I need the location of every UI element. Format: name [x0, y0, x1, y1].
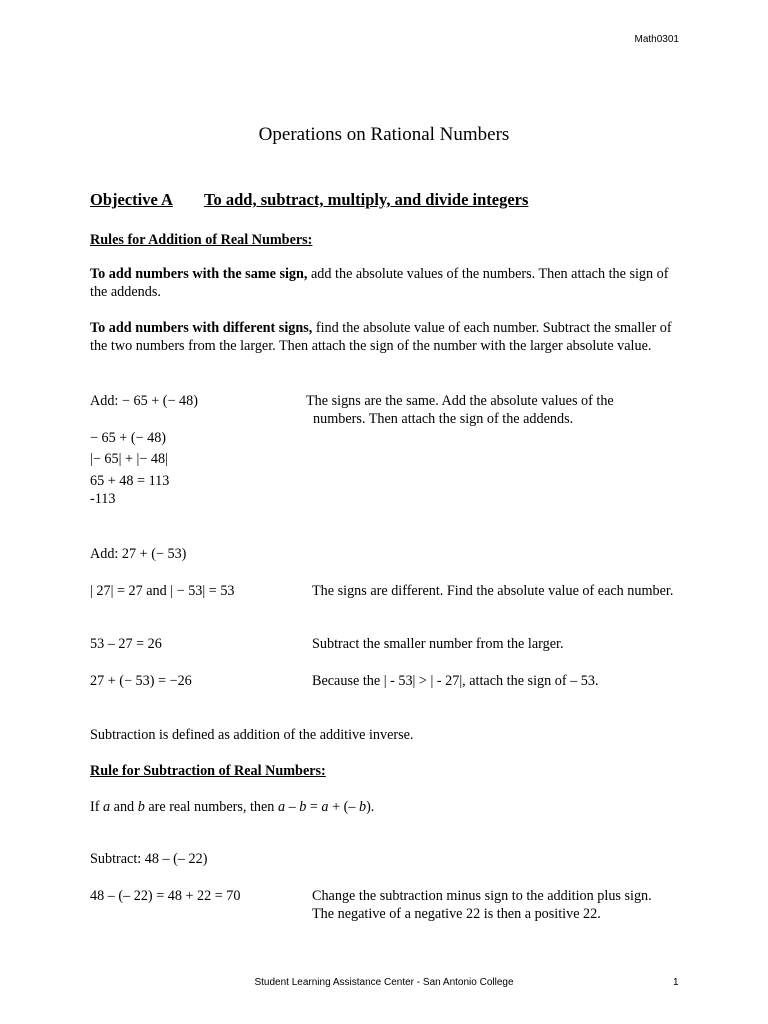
- different-sign-rule: [90, 319, 680, 355]
- example1-step: |− 65| + |− 48|: [90, 451, 168, 467]
- same-sign-rule-text: add the absolute values of the numbers. Then attach the sign of the addends.: [90, 266, 669, 300]
- objective-heading: [90, 190, 528, 210]
- example2-work: 27 + (− 53) = −26: [90, 673, 192, 689]
- variable-b: b: [299, 799, 307, 815]
- example1-explanation-line2: numbers. Then attach the sign of the addends.: [313, 411, 574, 427]
- course-code: Math0301: [634, 34, 679, 45]
- subtraction-rules-heading: Rule for Subtraction of Real Numbers:: [90, 763, 326, 779]
- same-sign-rule-lead: To add numbers with the same sign,: [90, 266, 308, 282]
- example3-work: 48 – (– 22) = 48 + 22 = 70: [90, 888, 241, 904]
- example2-note: The signs are different. Find the absolute value of each number.: [312, 583, 674, 599]
- rule-text: ).: [366, 799, 375, 815]
- variable-a: a: [103, 799, 111, 815]
- example3-note-line1: Change the subtraction minus sign to the addition plus sign.: [312, 888, 652, 904]
- rule-text: –: [285, 799, 300, 815]
- rule-text: If: [90, 799, 103, 815]
- example2-work: | 27| = 27 and | − 53| = 53: [90, 583, 235, 599]
- example3-problem: Subtract: 48 – (– 22): [90, 851, 208, 867]
- rule-text: =: [306, 799, 322, 815]
- subtraction-definition: Subtraction is defined as addition of the additive inverse.: [90, 727, 414, 743]
- example3-note-line2: The negative of a negative 22 is then a positive 22.: [312, 906, 601, 922]
- example1-step: − 65 + (− 48): [90, 430, 167, 446]
- variable-a: a: [321, 799, 329, 815]
- rule-text: are real numbers, then: [144, 799, 278, 815]
- different-sign-rule-text: find the absolute value of each number. Subtract the smaller of the two numbers from the larger. Then attach the sign of the number with the larger absolute value.: [90, 320, 672, 354]
- variable-a: a: [277, 799, 286, 815]
- example1-explanation-line1: The signs are the same. Add the absolute values of the: [306, 393, 614, 409]
- variable-b: b: [358, 799, 367, 815]
- example1-problem: Add: − 65 + (− 48): [90, 393, 198, 409]
- page-footer: Student Learning Assistance Center - San Antonio College: [254, 977, 514, 988]
- different-sign-rule-lead: To add numbers with different signs,: [90, 320, 313, 336]
- example2-problem: Add: 27 + (− 53): [90, 546, 187, 562]
- same-sign-rule: [90, 265, 680, 301]
- example1-explanation: [306, 392, 676, 428]
- objective-text: To add, subtract, multiply, and divide integers: [204, 190, 529, 209]
- objective-label: Objective A: [90, 190, 173, 209]
- example2-work: 53 – 27 = 26: [90, 636, 162, 652]
- example1-step: 65 + 48 = 113: [90, 473, 170, 489]
- example2-note: Subtract the smaller number from the larger.: [312, 636, 564, 652]
- page-title: Operations on Rational Numbers: [258, 124, 510, 145]
- page-number: 1: [673, 977, 679, 988]
- addition-rules-heading: Rules for Addition of Real Numbers:: [90, 232, 313, 248]
- subtraction-rule: [90, 798, 374, 816]
- example3-note: [312, 887, 682, 923]
- example2-note: Because the | - 53| > | - 27|, attach the sign of – 53.: [312, 673, 599, 689]
- example1-step: -113: [90, 491, 116, 507]
- variable-b: b: [137, 799, 145, 815]
- rule-text: and: [110, 799, 138, 815]
- rule-text: + (–: [328, 799, 359, 815]
